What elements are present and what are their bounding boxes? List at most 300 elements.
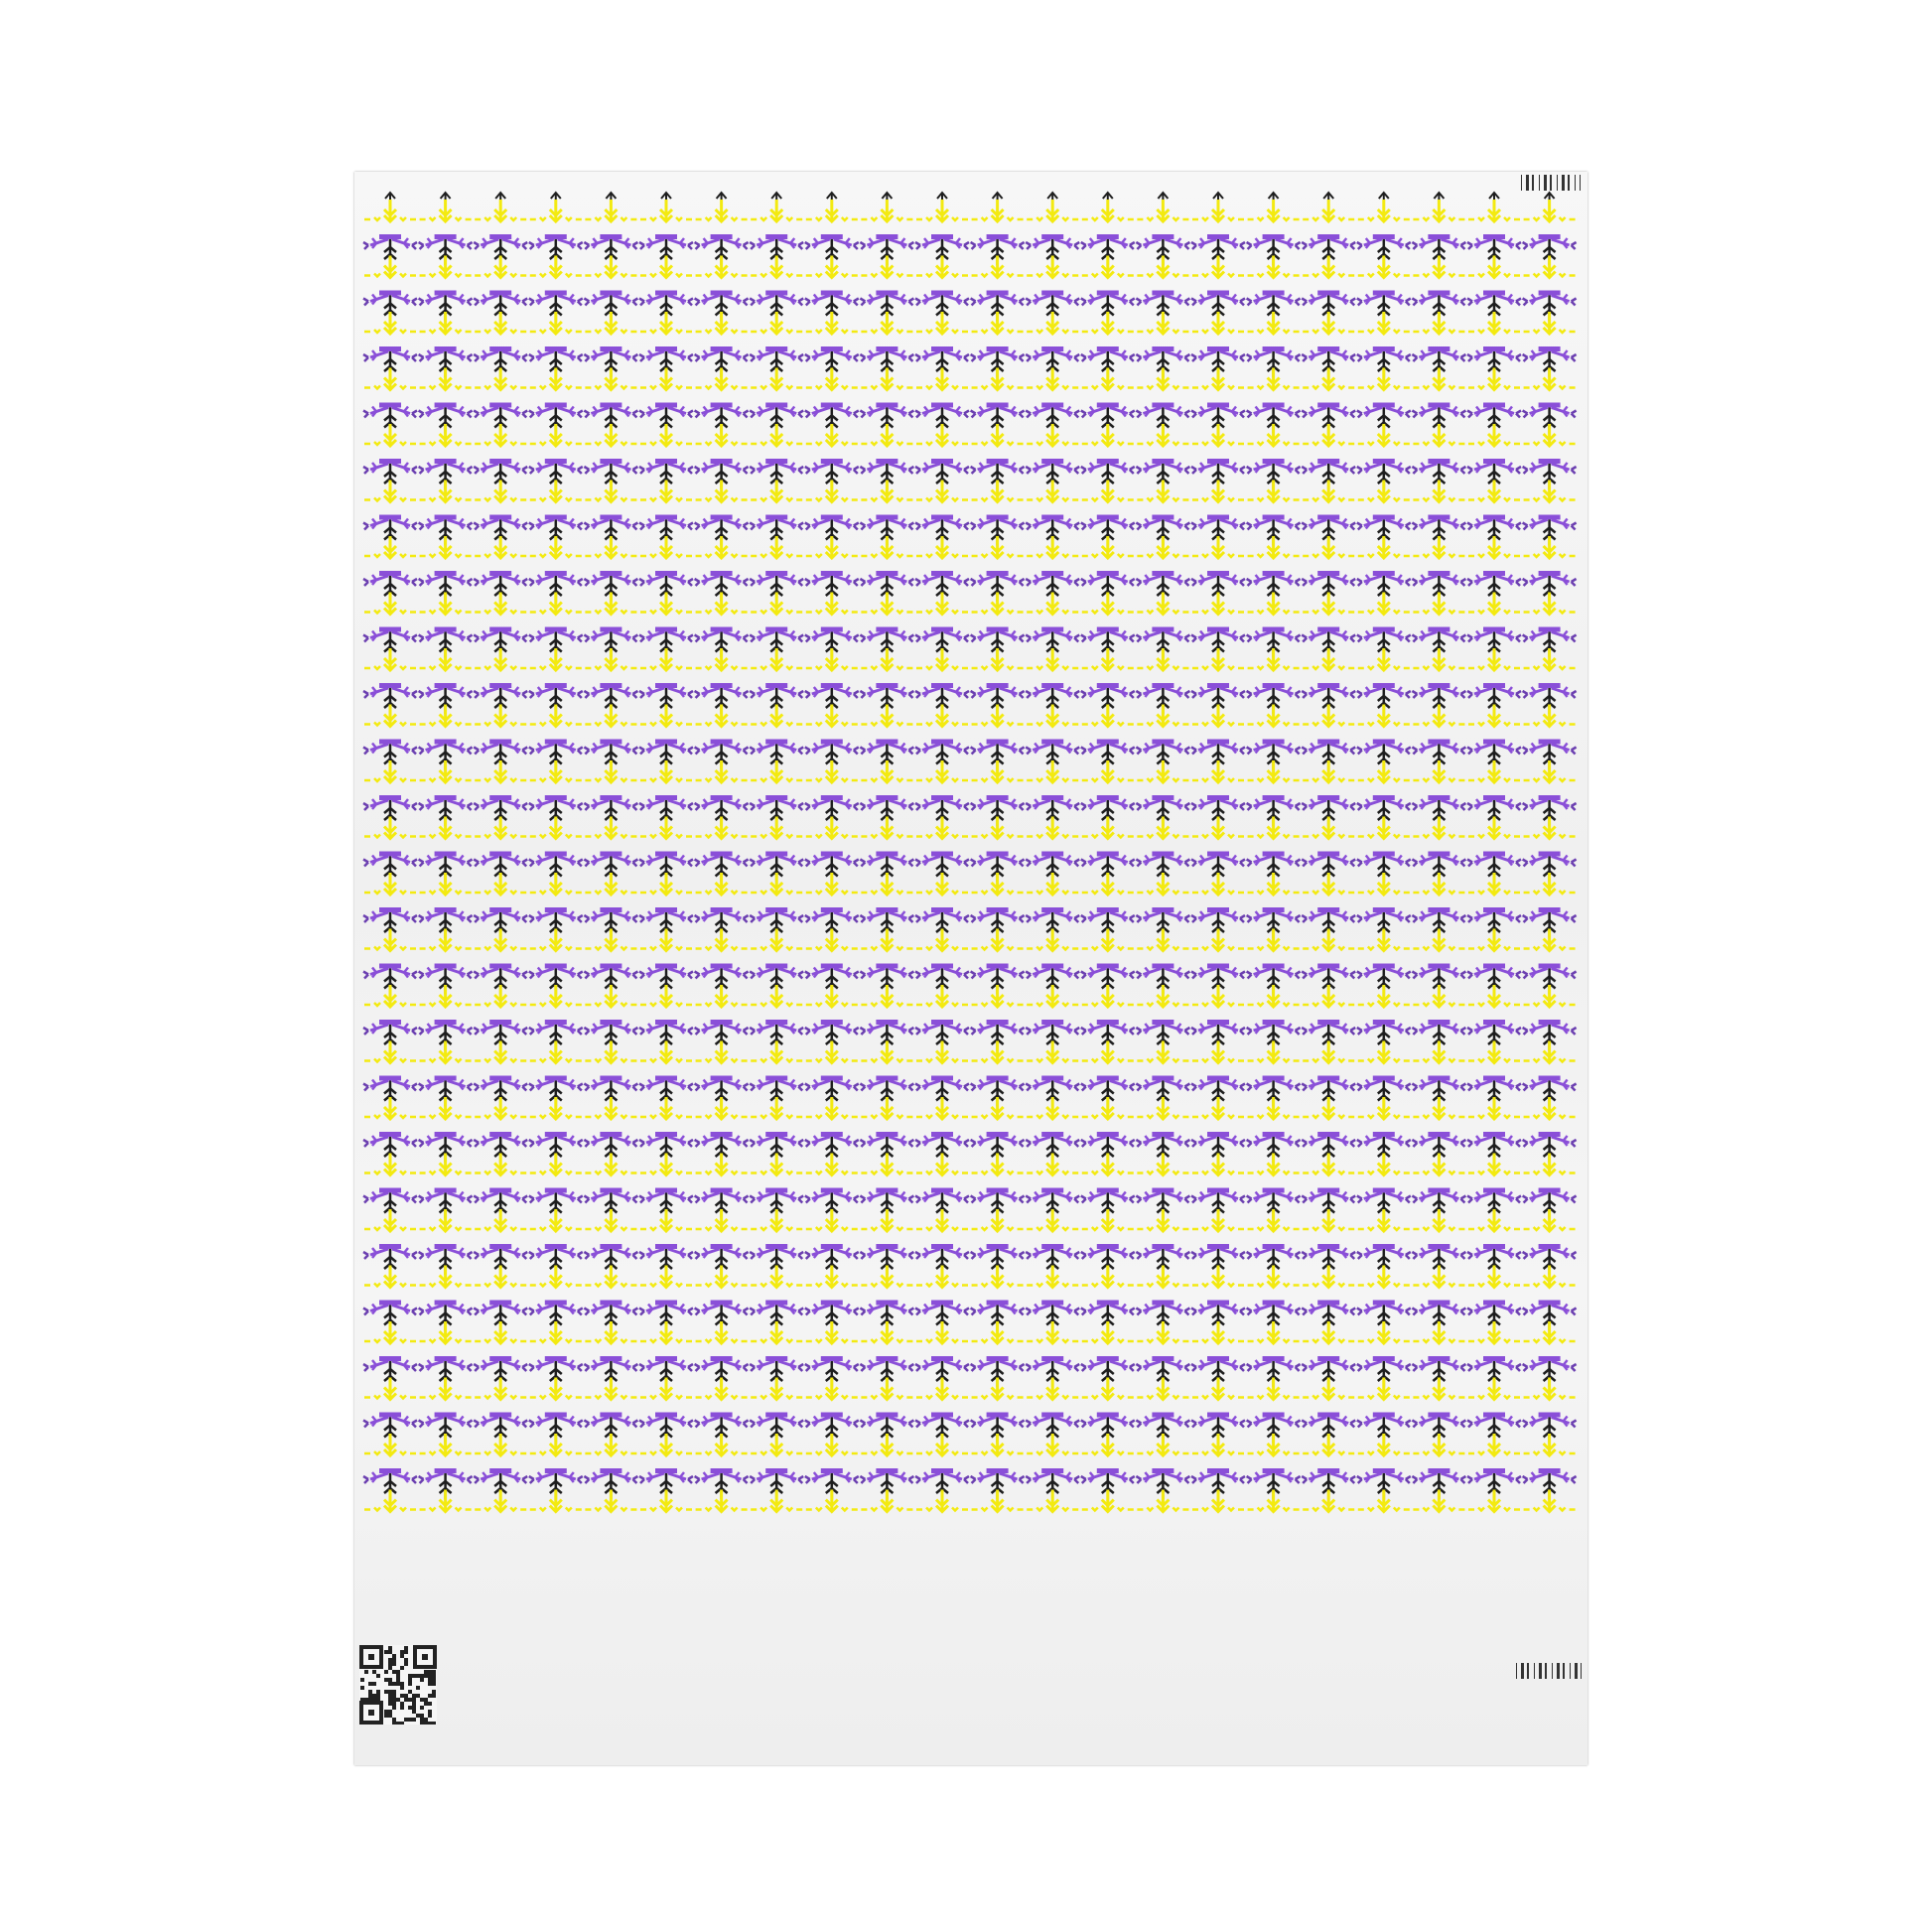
- yellow-arrow-motif: [475, 1209, 526, 1231]
- yellow-arrow-motif: [475, 1434, 526, 1455]
- yellow-arrow-motif: [1358, 1266, 1410, 1288]
- yellow-arrow-motif: [1082, 648, 1134, 670]
- yellow-arrow-motif: [475, 1378, 526, 1400]
- yellow-arrow-motif: [1524, 929, 1576, 951]
- yellow-arrow-motif: [806, 481, 858, 502]
- yellow-arrow-motif: [1303, 424, 1354, 446]
- yellow-arrow-motif: [696, 873, 748, 895]
- yellow-arrow-motif: [1082, 1378, 1134, 1400]
- yellow-arrow-motif: [530, 1321, 582, 1343]
- yellow-arrow-motif: [1192, 481, 1244, 502]
- yellow-arrow-motif: [1082, 536, 1134, 558]
- yellow-arrow-motif: [420, 312, 472, 334]
- yellow-arrow-motif: [585, 1434, 636, 1455]
- yellow-arrow-motif: [751, 1490, 802, 1512]
- yellow-arrow-motif: [751, 368, 802, 390]
- yellow-arrow-motif: [806, 368, 858, 390]
- yellow-arrow-motif: [861, 1266, 912, 1288]
- yellow-arrow-motif: [585, 873, 636, 895]
- yellow-arrow-motif: [1192, 929, 1244, 951]
- yellow-arrow-motif: [696, 312, 748, 334]
- yellow-arrow-motif: [1358, 368, 1410, 390]
- yellow-arrow-motif: [1137, 817, 1188, 839]
- yellow-arrow-motif: [1524, 705, 1576, 727]
- yellow-arrow-motif: [1524, 593, 1576, 615]
- yellow-arrow-motif: [916, 985, 968, 1007]
- yellow-arrow-motif: [1027, 1378, 1078, 1400]
- yellow-arrow-motif: [1082, 1490, 1134, 1512]
- yellow-arrow-motif: [1468, 312, 1520, 334]
- yellow-arrow-motif: [1082, 1154, 1134, 1175]
- yellow-arrow-motif: [861, 985, 912, 1007]
- yellow-arrow-motif: [1468, 1209, 1520, 1231]
- yellow-arrow-motif: [420, 1490, 472, 1512]
- yellow-arrow-motif: [530, 1097, 582, 1119]
- yellow-arrow-motif: [1524, 424, 1576, 446]
- yellow-arrow-motif: [1303, 648, 1354, 670]
- yellow-arrow-motif: [1468, 1490, 1520, 1512]
- yellow-arrow-motif: [1027, 1041, 1078, 1063]
- yellow-arrow-motif: [1248, 1321, 1300, 1343]
- yellow-arrow-motif: [585, 593, 636, 615]
- yellow-arrow-motif: [751, 481, 802, 502]
- yellow-arrow-motif: [1468, 368, 1520, 390]
- yellow-arrow-motif: [972, 1209, 1024, 1231]
- yellow-arrow-motif: [916, 536, 968, 558]
- yellow-arrow-motif: [1027, 705, 1078, 727]
- yellow-arrow-motif: [916, 705, 968, 727]
- yellow-arrow-motif: [696, 1041, 748, 1063]
- yellow-arrow-motif: [751, 1154, 802, 1175]
- yellow-arrow-motif: [640, 536, 692, 558]
- yellow-arrow-motif: [364, 648, 416, 670]
- yellow-arrow-motif: [1137, 1209, 1188, 1231]
- yellow-arrow-motif: [475, 1490, 526, 1512]
- yellow-arrow-motif: [1524, 1154, 1576, 1175]
- yellow-arrow-motif: [972, 760, 1024, 782]
- yellow-arrow-motif: [530, 424, 582, 446]
- yellow-arrow-motif: [1524, 536, 1576, 558]
- yellow-arrow-motif: [420, 368, 472, 390]
- yellow-arrow-motif: [1524, 312, 1576, 334]
- yellow-arrow-motif: [1413, 593, 1464, 615]
- yellow-arrow-motif: [1413, 873, 1464, 895]
- yellow-arrow-motif: [530, 1154, 582, 1175]
- yellow-arrow-motif: [1358, 481, 1410, 502]
- yellow-arrow-motif: [1082, 760, 1134, 782]
- yellow-arrow-motif: [530, 1434, 582, 1455]
- yellow-arrow-motif: [916, 873, 968, 895]
- yellow-arrow-motif: [1524, 873, 1576, 895]
- yellow-arrow-motif: [1192, 312, 1244, 334]
- yellow-arrow-motif: [420, 1321, 472, 1343]
- yellow-arrow-motif: [806, 648, 858, 670]
- yellow-arrow-motif: [861, 256, 912, 278]
- yellow-arrow-motif: [1027, 1209, 1078, 1231]
- yellow-arrow-motif: [1468, 648, 1520, 670]
- yellow-arrow-motif: [1248, 368, 1300, 390]
- yellow-arrow-motif: [1082, 817, 1134, 839]
- yellow-arrow-motif: [364, 1209, 416, 1231]
- yellow-arrow-motif: [1358, 256, 1410, 278]
- yellow-arrow-motif: [1137, 985, 1188, 1007]
- yellow-arrow-motif: [696, 705, 748, 727]
- yellow-arrow-motif: [640, 929, 692, 951]
- yellow-arrow-motif: [1027, 817, 1078, 839]
- yellow-arrow-motif: [861, 1209, 912, 1231]
- yellow-arrow-motif: [751, 1266, 802, 1288]
- yellow-arrow-motif: [1413, 424, 1464, 446]
- yellow-arrow-motif: [1413, 817, 1464, 839]
- yellow-arrow-motif: [806, 1154, 858, 1175]
- yellow-arrow-motif: [1468, 1041, 1520, 1063]
- yellow-arrow-motif: [1027, 873, 1078, 895]
- yellow-arrow-motif: [1248, 424, 1300, 446]
- yellow-arrow-motif: [806, 1209, 858, 1231]
- yellow-arrow-motif: [1137, 200, 1188, 221]
- yellow-arrow-motif: [1524, 648, 1576, 670]
- yellow-arrow-motif: [475, 368, 526, 390]
- yellow-arrow-motif: [585, 368, 636, 390]
- yellow-arrow-motif: [1413, 200, 1464, 221]
- yellow-arrow-motif: [972, 536, 1024, 558]
- yellow-arrow-motif: [475, 1154, 526, 1175]
- yellow-arrow-motif: [1358, 1490, 1410, 1512]
- wrapping-paper-sheet: [354, 172, 1587, 1765]
- yellow-arrow-motif: [861, 705, 912, 727]
- yellow-arrow-motif: [1192, 536, 1244, 558]
- yellow-arrow-motif: [420, 873, 472, 895]
- yellow-arrow-motif: [751, 1434, 802, 1455]
- yellow-arrow-motif: [916, 1321, 968, 1343]
- yellow-arrow-motif: [861, 1490, 912, 1512]
- yellow-arrow-motif: [751, 536, 802, 558]
- yellow-arrow-motif: [364, 929, 416, 951]
- yellow-arrow-motif: [916, 481, 968, 502]
- yellow-arrow-motif: [640, 1434, 692, 1455]
- yellow-arrow-motif: [1358, 1378, 1410, 1400]
- yellow-arrow-motif: [364, 200, 416, 221]
- yellow-arrow-motif: [1303, 1041, 1354, 1063]
- yellow-arrow-motif: [475, 312, 526, 334]
- yellow-arrow-motif: [640, 256, 692, 278]
- yellow-arrow-motif: [861, 424, 912, 446]
- yellow-arrow-motif: [1192, 1378, 1244, 1400]
- yellow-arrow-motif: [861, 873, 912, 895]
- yellow-arrow-motif: [420, 1209, 472, 1231]
- yellow-arrow-motif: [640, 312, 692, 334]
- yellow-arrow-motif: [364, 1378, 416, 1400]
- yellow-arrow-motif: [806, 1490, 858, 1512]
- yellow-arrow-motif: [585, 1097, 636, 1119]
- yellow-arrow-motif: [420, 593, 472, 615]
- yellow-arrow-motif: [861, 1378, 912, 1400]
- yellow-arrow-motif: [1358, 312, 1410, 334]
- yellow-arrow-motif: [972, 929, 1024, 951]
- yellow-arrow-motif: [806, 1266, 858, 1288]
- yellow-arrow-motif: [364, 985, 416, 1007]
- yellow-arrow-motif: [1027, 200, 1078, 221]
- yellow-arrow-motif: [806, 705, 858, 727]
- yellow-arrow-motif: [1192, 593, 1244, 615]
- yellow-arrow-motif: [475, 648, 526, 670]
- yellow-arrow-motif: [806, 873, 858, 895]
- yellow-arrow-motif: [1192, 817, 1244, 839]
- yellow-arrow-motif: [1027, 256, 1078, 278]
- yellow-arrow-motif: [420, 1097, 472, 1119]
- yellow-arrow-motif: [1358, 1434, 1410, 1455]
- yellow-arrow-motif: [696, 817, 748, 839]
- yellow-arrow-motif: [640, 1378, 692, 1400]
- barcode-top-right: [1521, 175, 1581, 191]
- yellow-arrow-motif: [806, 985, 858, 1007]
- yellow-arrow-motif: [420, 1434, 472, 1455]
- yellow-arrow-motif: [364, 481, 416, 502]
- yellow-arrow-motif: [696, 985, 748, 1007]
- yellow-arrow-motif: [1303, 1209, 1354, 1231]
- yellow-arrow-motif: [972, 1321, 1024, 1343]
- yellow-arrow-motif: [475, 481, 526, 502]
- yellow-arrow-motif: [916, 1097, 968, 1119]
- yellow-arrow-motif: [1082, 929, 1134, 951]
- yellow-arrow-motif: [1082, 481, 1134, 502]
- yellow-arrow-motif: [530, 705, 582, 727]
- yellow-arrow-motif: [1248, 760, 1300, 782]
- yellow-arrow-motif: [1303, 760, 1354, 782]
- yellow-arrow-motif: [972, 985, 1024, 1007]
- yellow-arrow-motif: [1248, 1266, 1300, 1288]
- yellow-arrow-motif: [475, 705, 526, 727]
- yellow-arrow-motif: [1137, 1434, 1188, 1455]
- yellow-arrow-motif: [1137, 368, 1188, 390]
- yellow-arrow-motif: [640, 1490, 692, 1512]
- yellow-arrow-motif: [475, 593, 526, 615]
- yellow-arrow-motif: [1468, 200, 1520, 221]
- yellow-arrow-motif: [916, 1154, 968, 1175]
- yellow-arrow-motif: [640, 705, 692, 727]
- yellow-arrow-motif: [806, 200, 858, 221]
- yellow-arrow-motif: [475, 1097, 526, 1119]
- yellow-arrow-motif: [972, 648, 1024, 670]
- yellow-arrow-motif: [1192, 985, 1244, 1007]
- yellow-arrow-motif: [1303, 929, 1354, 951]
- yellow-arrow-motif: [585, 312, 636, 334]
- yellow-arrow-motif: [806, 1097, 858, 1119]
- yellow-arrow-motif: [1524, 481, 1576, 502]
- yellow-arrow-motif: [475, 929, 526, 951]
- yellow-arrow-motif: [751, 1209, 802, 1231]
- yellow-arrow-motif: [530, 256, 582, 278]
- yellow-arrow-motif: [861, 1154, 912, 1175]
- yellow-arrow-motif: [1137, 1154, 1188, 1175]
- yellow-arrow-motif: [364, 256, 416, 278]
- yellow-arrow-motif: [1358, 1097, 1410, 1119]
- yellow-arrow-motif: [1303, 985, 1354, 1007]
- yellow-arrow-motif: [640, 481, 692, 502]
- yellow-arrow-motif: [475, 1266, 526, 1288]
- yellow-arrow-motif: [364, 760, 416, 782]
- yellow-arrow-motif: [1358, 536, 1410, 558]
- yellow-arrow-motif: [364, 1266, 416, 1288]
- yellow-arrow-motif: [530, 985, 582, 1007]
- yellow-arrow-motif: [1082, 1266, 1134, 1288]
- yellow-arrow-motif: [861, 817, 912, 839]
- yellow-arrow-motif: [1413, 1490, 1464, 1512]
- yellow-arrow-motif: [1413, 1097, 1464, 1119]
- yellow-arrow-motif: [585, 705, 636, 727]
- yellow-arrow-motif: [972, 817, 1024, 839]
- yellow-arrow-motif: [861, 536, 912, 558]
- yellow-arrow-motif: [1027, 985, 1078, 1007]
- yellow-arrow-motif: [1192, 1209, 1244, 1231]
- yellow-arrow-motif: [475, 536, 526, 558]
- yellow-arrow-motif: [696, 200, 748, 221]
- yellow-arrow-motif: [1303, 536, 1354, 558]
- yellow-arrow-motif: [364, 1097, 416, 1119]
- yellow-arrow-motif: [364, 817, 416, 839]
- yellow-arrow-motif: [1524, 256, 1576, 278]
- yellow-arrow-motif: [420, 1154, 472, 1175]
- yellow-arrow-motif: [1137, 1097, 1188, 1119]
- yellow-arrow-motif: [1358, 817, 1410, 839]
- yellow-arrow-motif: [1082, 985, 1134, 1007]
- yellow-arrow-motif: [916, 1378, 968, 1400]
- yellow-arrow-motif: [1248, 929, 1300, 951]
- yellow-arrow-motif: [420, 200, 472, 221]
- yellow-arrow-motif: [1192, 424, 1244, 446]
- yellow-arrow-motif: [1137, 256, 1188, 278]
- yellow-arrow-motif: [585, 481, 636, 502]
- yellow-arrow-motif: [530, 1041, 582, 1063]
- yellow-arrow-motif: [1303, 1490, 1354, 1512]
- yellow-arrow-motif: [530, 648, 582, 670]
- yellow-arrow-motif: [861, 312, 912, 334]
- yellow-arrow-motif: [1192, 368, 1244, 390]
- yellow-arrow-motif: [696, 1097, 748, 1119]
- yellow-arrow-motif: [1137, 648, 1188, 670]
- yellow-arrow-motif: [364, 1041, 416, 1063]
- yellow-arrow-motif: [1303, 200, 1354, 221]
- yellow-arrow-motif: [1248, 648, 1300, 670]
- yellow-arrow-motif: [1137, 1266, 1188, 1288]
- yellow-arrow-motif: [1524, 368, 1576, 390]
- yellow-arrow-motif: [1248, 536, 1300, 558]
- yellow-arrow-motif: [420, 256, 472, 278]
- yellow-arrow-motif: [806, 536, 858, 558]
- yellow-arrow-motif: [1192, 1097, 1244, 1119]
- yellow-arrow-motif: [1524, 1321, 1576, 1343]
- yellow-arrow-motif: [530, 929, 582, 951]
- yellow-arrow-motif: [1413, 1434, 1464, 1455]
- yellow-arrow-motif: [1027, 1154, 1078, 1175]
- yellow-arrow-motif: [916, 1490, 968, 1512]
- yellow-arrow-motif: [1358, 200, 1410, 221]
- yellow-arrow-motif: [972, 200, 1024, 221]
- yellow-arrow-motif: [420, 985, 472, 1007]
- yellow-arrow-motif: [420, 760, 472, 782]
- yellow-arrow-motif: [585, 985, 636, 1007]
- yellow-arrow-motif: [640, 424, 692, 446]
- yellow-arrow-motif: [530, 1378, 582, 1400]
- yellow-arrow-motif: [972, 593, 1024, 615]
- yellow-arrow-motif: [1468, 1434, 1520, 1455]
- yellow-arrow-motif: [1468, 536, 1520, 558]
- yellow-arrow-motif: [475, 1041, 526, 1063]
- yellow-arrow-motif: [1358, 929, 1410, 951]
- yellow-arrow-motif: [1082, 873, 1134, 895]
- yellow-arrow-motif: [1358, 1321, 1410, 1343]
- yellow-arrow-motif: [696, 536, 748, 558]
- yellow-arrow-motif: [585, 1490, 636, 1512]
- yellow-arrow-motif: [1192, 200, 1244, 221]
- yellow-arrow-motif: [530, 593, 582, 615]
- yellow-arrow-motif: [751, 648, 802, 670]
- yellow-arrow-motif: [1027, 929, 1078, 951]
- yellow-arrow-motif: [751, 1378, 802, 1400]
- yellow-arrow-motif: [751, 929, 802, 951]
- yellow-arrow-motif: [696, 1490, 748, 1512]
- yellow-arrow-motif: [1082, 200, 1134, 221]
- yellow-arrow-motif: [1248, 1097, 1300, 1119]
- yellow-arrow-motif: [1248, 985, 1300, 1007]
- yellow-arrow-motif: [696, 929, 748, 951]
- yellow-arrow-motif: [1468, 985, 1520, 1007]
- yellow-arrow-motif: [1303, 1434, 1354, 1455]
- yellow-arrow-motif: [972, 1097, 1024, 1119]
- yellow-arrow-motif: [1137, 705, 1188, 727]
- yellow-arrow-motif: [640, 985, 692, 1007]
- yellow-arrow-motif: [1303, 817, 1354, 839]
- yellow-arrow-motif: [972, 1378, 1024, 1400]
- yellow-arrow-motif: [1248, 1378, 1300, 1400]
- yellow-arrow-motif: [916, 817, 968, 839]
- yellow-arrow-motif: [1192, 256, 1244, 278]
- yellow-arrow-motif: [1082, 593, 1134, 615]
- yellow-arrow-motif: [1413, 256, 1464, 278]
- yellow-arrow-motif: [640, 1209, 692, 1231]
- yellow-arrow-motif: [1027, 424, 1078, 446]
- yellow-arrow-motif: [530, 1209, 582, 1231]
- yellow-arrow-motif: [585, 1378, 636, 1400]
- yellow-arrow-motif: [972, 1041, 1024, 1063]
- yellow-arrow-motif: [1027, 760, 1078, 782]
- yellow-arrow-motif: [640, 817, 692, 839]
- yellow-arrow-motif: [420, 1266, 472, 1288]
- yellow-arrow-motif: [696, 1321, 748, 1343]
- yellow-arrow-motif: [1413, 648, 1464, 670]
- yellow-arrow-motif: [475, 873, 526, 895]
- yellow-arrow-motif: [640, 760, 692, 782]
- yellow-arrow-motif: [1524, 817, 1576, 839]
- snowflake-pattern: [354, 172, 1587, 1765]
- yellow-arrow-motif: [1137, 929, 1188, 951]
- yellow-arrow-motif: [861, 481, 912, 502]
- yellow-arrow-motif: [1358, 1041, 1410, 1063]
- yellow-arrow-motif: [751, 1097, 802, 1119]
- yellow-arrow-motif: [640, 648, 692, 670]
- yellow-arrow-motif: [1248, 481, 1300, 502]
- yellow-arrow-motif: [1413, 929, 1464, 951]
- yellow-arrow-motif: [1192, 1434, 1244, 1455]
- yellow-arrow-motif: [420, 424, 472, 446]
- yellow-arrow-motif: [585, 648, 636, 670]
- yellow-arrow-motif: [806, 1434, 858, 1455]
- yellow-arrow-motif: [1468, 705, 1520, 727]
- yellow-arrow-motif: [1358, 1209, 1410, 1231]
- yellow-arrow-motif: [916, 648, 968, 670]
- yellow-arrow-motif: [972, 368, 1024, 390]
- yellow-arrow-motif: [640, 1321, 692, 1343]
